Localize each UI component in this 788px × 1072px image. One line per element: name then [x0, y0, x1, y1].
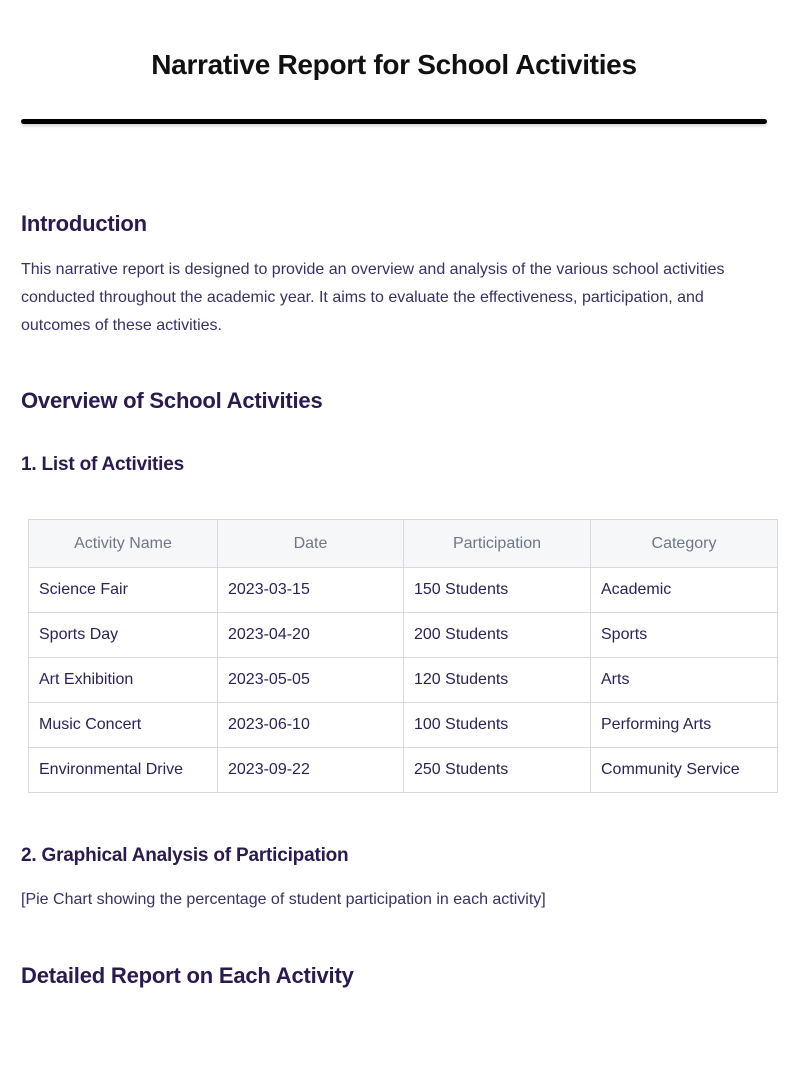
- section-heading-overview: Overview of School Activities: [21, 388, 323, 413]
- cell-activity-name: Music Concert: [29, 703, 218, 748]
- cell-activity-name: Sports Day: [29, 613, 218, 658]
- column-header-participation: Participation: [404, 520, 591, 568]
- column-header-activity-name: Activity Name: [29, 520, 218, 568]
- cell-activity-name: Science Fair: [29, 568, 218, 613]
- cell-category: Academic: [591, 568, 778, 613]
- cell-category: Sports: [591, 613, 778, 658]
- cell-activity-name: Environmental Drive: [29, 748, 218, 793]
- table-row: [29, 748, 778, 793]
- table-header-row: [29, 520, 778, 568]
- cell-category: Performing Arts: [591, 703, 778, 748]
- cell-category: Arts: [591, 658, 778, 703]
- subsection-heading-graphical-analysis: 2. Graphical Analysis of Participation: [21, 845, 349, 866]
- cell-date: 2023-03-15: [218, 568, 404, 613]
- activities-table-body: [29, 568, 778, 793]
- cell-category: Community Service: [591, 748, 778, 793]
- introduction-paragraph: This narrative report is designed to provide an overview and analysis of the various school activities conducted throughout the academic year. It aims to evaluate the effectiveness, participation, and outcomes of these activities.: [21, 261, 725, 334]
- column-header-category: Category: [591, 520, 778, 568]
- table-row: [29, 703, 778, 748]
- cell-participation: 100 Students: [404, 703, 591, 748]
- title-divider: [21, 119, 767, 124]
- cell-participation: 150 Students: [404, 568, 591, 613]
- cell-date: 2023-09-22: [218, 748, 404, 793]
- table-row: [29, 613, 778, 658]
- cell-date: 2023-06-10: [218, 703, 404, 748]
- page-title: Narrative Report for School Activities: [151, 49, 637, 80]
- cell-activity-name: Art Exhibition: [29, 658, 218, 703]
- column-header-date: Date: [218, 520, 404, 568]
- section-heading-detailed-report: Detailed Report on Each Activity: [21, 963, 354, 988]
- cell-participation: 120 Students: [404, 658, 591, 703]
- activities-table: [28, 519, 778, 793]
- cell-date: 2023-05-05: [218, 658, 404, 703]
- activities-table-header: [29, 520, 778, 568]
- pie-chart-placeholder-text: [Pie Chart showing the percentage of student participation in each activity]: [21, 891, 546, 908]
- cell-date: 2023-04-20: [218, 613, 404, 658]
- table-row: [29, 658, 778, 703]
- cell-participation: 200 Students: [404, 613, 591, 658]
- subsection-heading-list-of-activities: 1. List of Activities: [21, 454, 184, 475]
- table-row: [29, 568, 778, 613]
- section-heading-introduction: Introduction: [21, 211, 147, 236]
- report-page: [0, 48, 788, 1050]
- cell-participation: 250 Students: [404, 748, 591, 793]
